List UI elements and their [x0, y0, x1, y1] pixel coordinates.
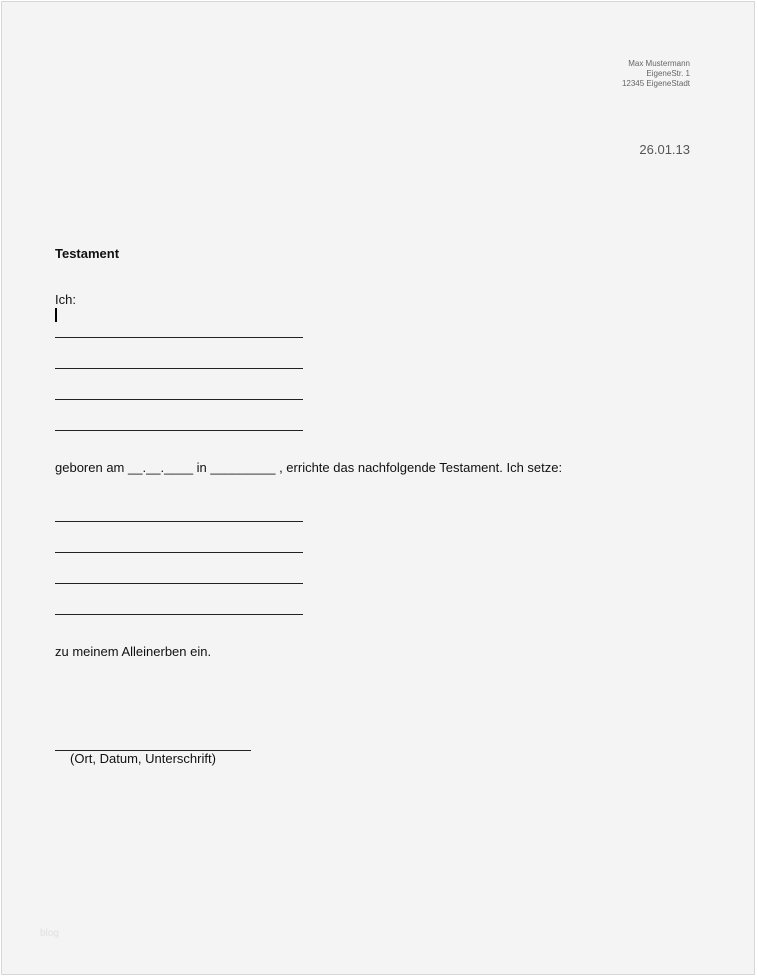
heir-sentence: zu meinem Alleinerben ein.: [55, 644, 212, 659]
testator-line-3[interactable]: [55, 399, 303, 400]
watermark-text: blog: [40, 928, 59, 939]
intro-label: Ich:: [55, 292, 76, 307]
heir-line-3[interactable]: [55, 583, 303, 584]
document-date: 26.01.13: [639, 142, 690, 157]
birth-sentence: geboren am __.__.____ in _________ , errichte das nachfolgende Testament. Ich setze:: [55, 460, 563, 475]
heir-line-4[interactable]: [55, 614, 303, 615]
sender-name: Max Mustermann: [628, 59, 690, 68]
document-title: Testament: [55, 246, 120, 261]
sender-address: [622, 59, 690, 89]
signature-caption: (Ort, Datum, Unterschrift): [70, 751, 216, 766]
text-cursor[interactable]: [55, 308, 57, 322]
heir-line-2[interactable]: [55, 552, 303, 553]
heir-line-1[interactable]: [55, 521, 303, 522]
sender-city: 12345 EigeneStadt: [621, 79, 690, 88]
sender-street: EigeneStr. 1: [646, 69, 690, 78]
testator-line-4[interactable]: [55, 430, 303, 431]
testator-line-1[interactable]: [55, 337, 303, 338]
document-page: [1, 1, 755, 975]
testator-line-2[interactable]: [55, 368, 303, 369]
